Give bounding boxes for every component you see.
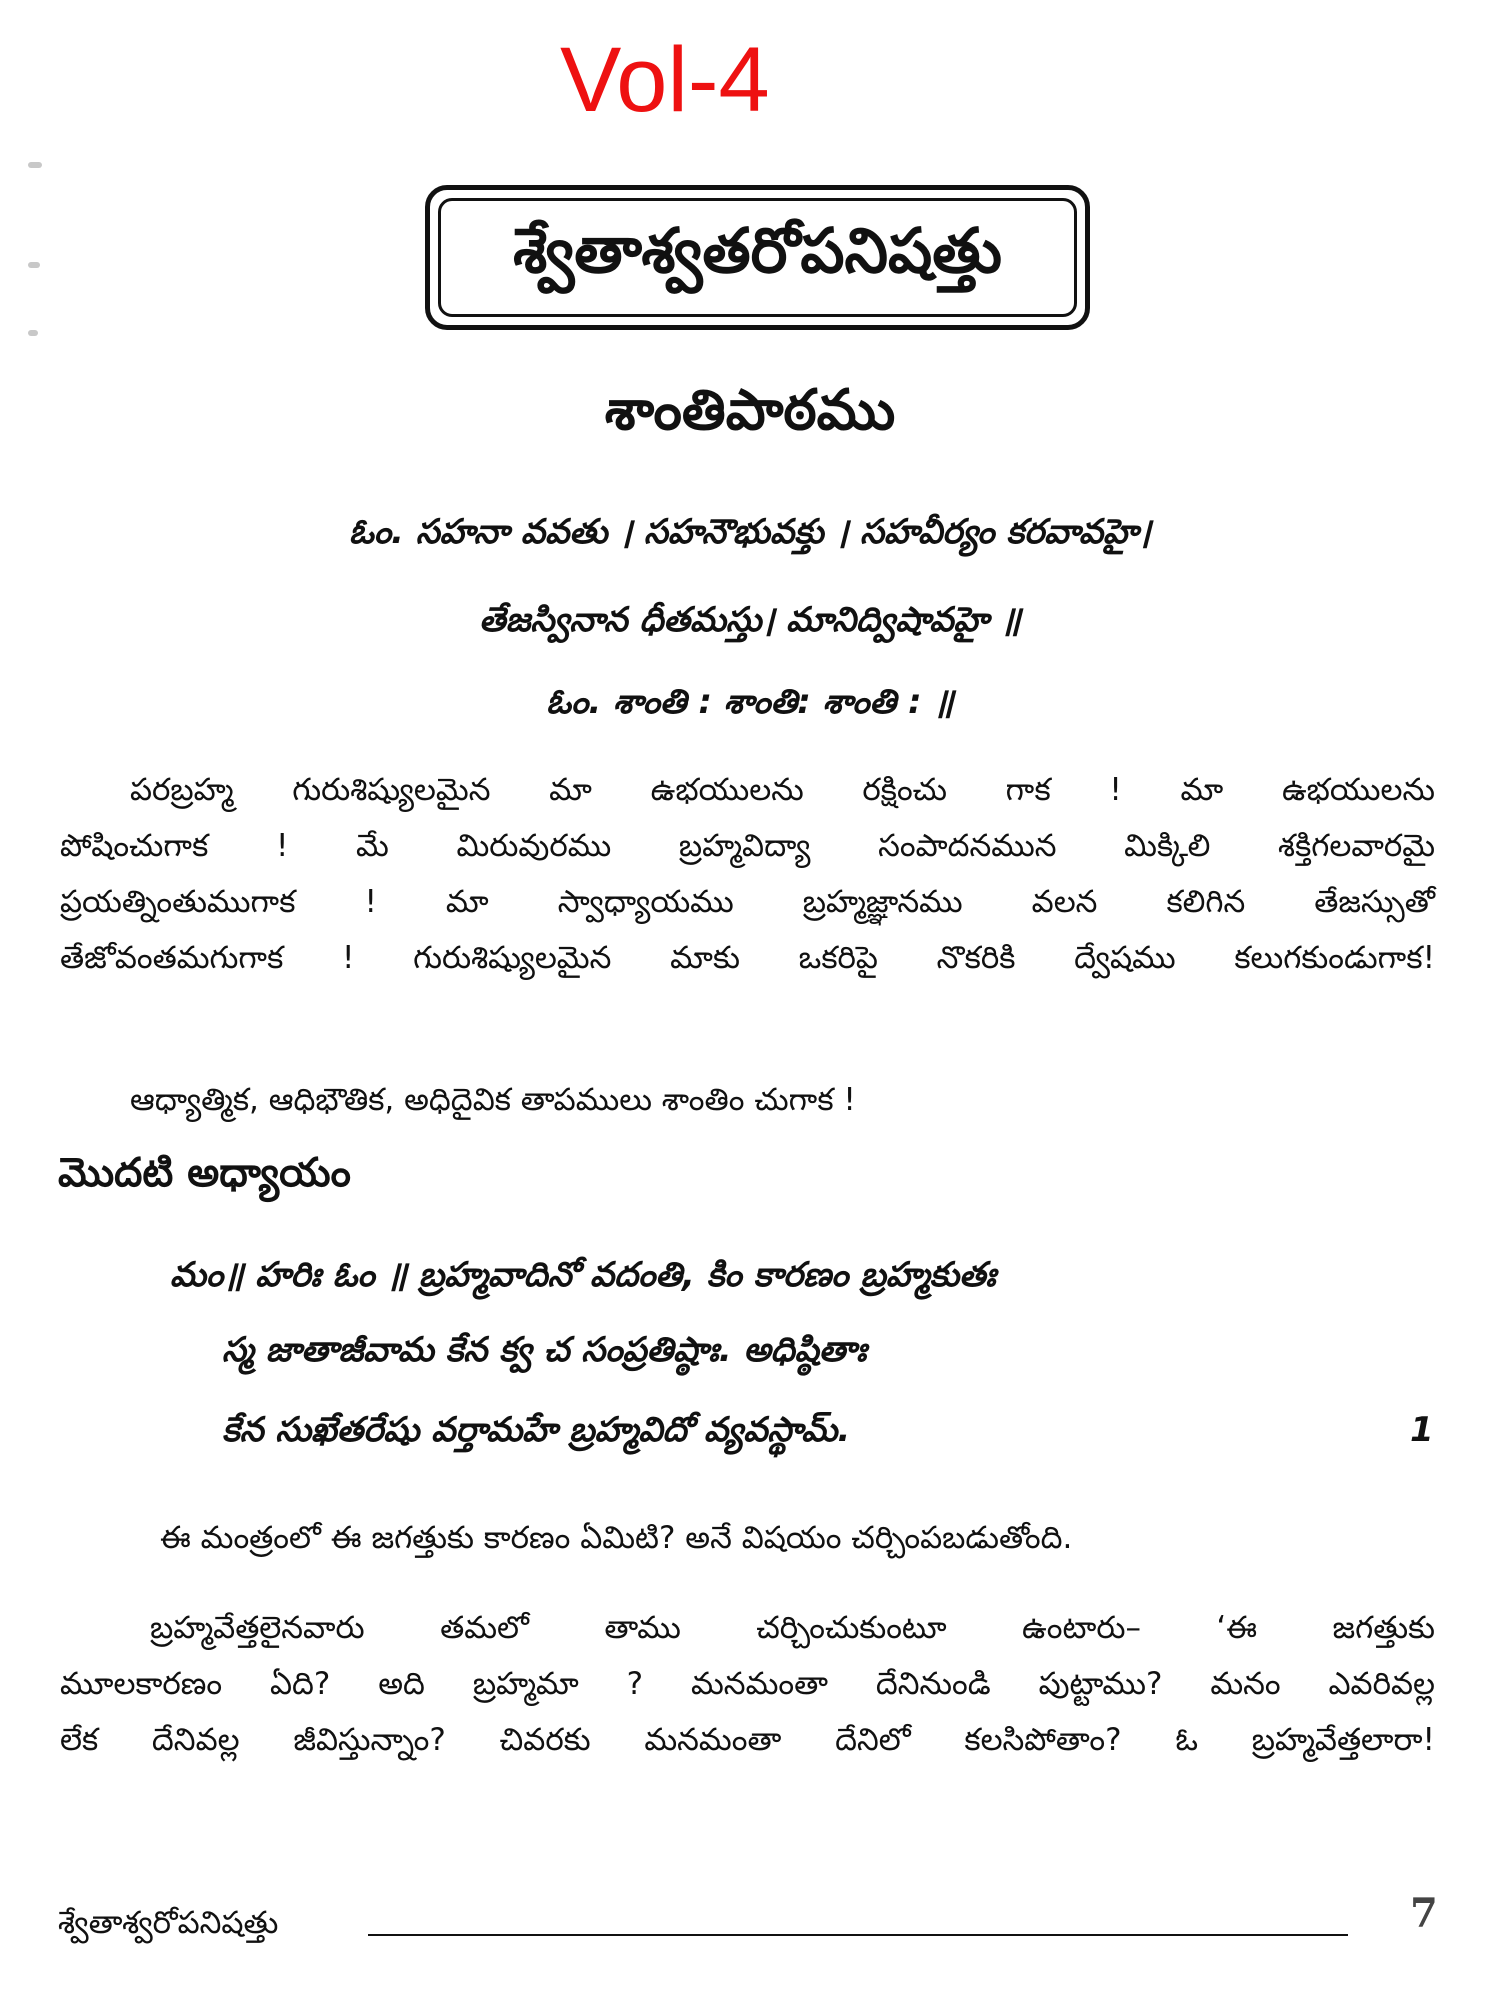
paragraph-1-line-2: పోషించుగాక ! మే మిరువురము బ్రహ్మవిద్యా సంపాదనమున మిక్కిలి శక్తిగలవారమై (60, 828, 1435, 864)
paragraph-1-line-1: పరబ్రహ్మ గురుశిష్యులమైన మా ఉభయులను రక్షించు గాక ! మా ఉభయులను (130, 772, 1435, 808)
paragraph-4-line-2: మూలకారణం ఏది? అది బ్రహ్మమా ? మనమంతా దేనినుండి పుట్టాము? మనం ఎవరివల్ల (60, 1666, 1435, 1702)
verse-number: 1 (1410, 1410, 1434, 1450)
chapter-heading: మొదటి అధ్యాయం (58, 1150, 351, 1196)
paragraph-1-line-4: తేజోవంతమగుగాక ! గురుశిష్యులమైన మాకు ఒకరిపై నొకరికి ద్వేషము కలుగకుండుగాక! (60, 940, 1435, 976)
paragraph-2: ఆధ్యాత్మిక, ఆధిభౌతిక, అధిదైవిక తాపములు శాంతిం చుగాక ! (130, 1082, 856, 1118)
running-title: శ్వేతాశ్వరోపనిషత్తు (58, 1905, 279, 1941)
shanti-verse-line-1: ఓం. సహనా వవతు । సహనౌభువక్తు । సహవీర్యం కరవావహై। (348, 512, 1152, 552)
page-edge-marks (0, 0, 60, 2000)
shanti-verse-line-3: ఓం. శాంతి : శాంతి: శాంతి : ॥ (546, 682, 954, 722)
shanti-verse-line-2: తేజస్వినాన ధీతమస్తు। మానిద్విషావహై ॥ (479, 600, 1021, 640)
mantra-line-3: కేన సుఖేతరేషు వర్తామహే బ్రహ్మవిదో వ్యవస్థామ్. (222, 1410, 851, 1450)
paragraph-1 (60, 762, 1435, 986)
volume-label: Vol-4 (560, 29, 770, 131)
mantra-line-2: స్మ జాతాజీవామ కేన క్వ చ సంప్రతిష్ఠాః. అధిష్ఠితాః (222, 1330, 867, 1370)
paragraph-3: ఈ మంత్రంలో ఈ జగత్తుకు కారణం ఏమిటి? అనే విషయం చర్చింపబడుతోంది. (160, 1520, 1073, 1556)
book-title: శ్వేతాశ్వతరోపనిషత్తు (438, 198, 1077, 317)
section-title: శాంతిపాఠము (604, 378, 896, 443)
book-title-box (425, 185, 1090, 330)
paragraph-4-line-1: బ్రహ్మవేత్తలైనవారు తమలో తాము చర్చించుకుంటూ ఉంటారు– ‘ఈ జగత్తుకు (150, 1610, 1435, 1646)
paragraph-1-line-3: ప్రయత్నింతుముగాక ! మా స్వాధ్యాయము బ్రహ్మజ్ఞానము వలన కలిగిన తేజస్సుతో (60, 884, 1435, 920)
paragraph-4-line-3: లేక దేనివల్ల జీవిస్తున్నాం? చివరకు మనమంతా దేనిలో కలసిపోతాం? ఓ బ్రహ్మవేత్తలారా! (60, 1722, 1435, 1758)
mantra-line-1: మం॥ హరిః ఓం ॥ బ్రహ్మవాదినో వదంతి, కిం కారణం బ్రహ్మకుతః (170, 1255, 996, 1295)
page-number: 7 (1410, 1890, 1438, 1937)
paragraph-4 (60, 1600, 1435, 1768)
footer-rule (368, 1934, 1348, 1936)
